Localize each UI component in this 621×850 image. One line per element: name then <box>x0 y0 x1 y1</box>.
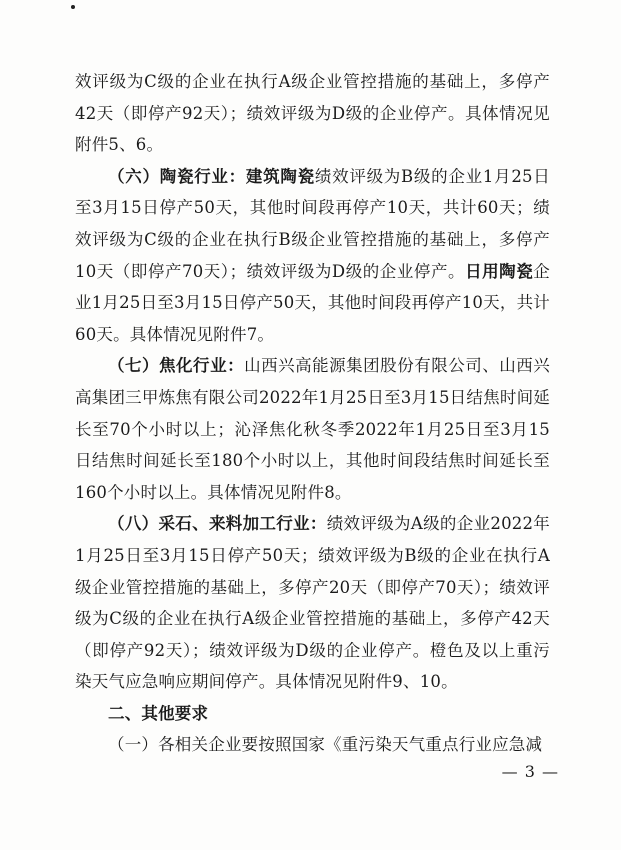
paragraph-coking <box>75 350 550 508</box>
page-number: — 3 — <box>501 762 559 781</box>
term-daily-ceramics: 日用陶瓷 <box>465 261 534 281</box>
term-building-ceramics: 建筑陶瓷 <box>245 166 315 186</box>
text-run: 绩效评级为A级的企业2022年1月25日至3月15日停产50天；绩效评级为B级的企业在执行A级企业管控措施的基础上，多停产20天（即停产70天）；绩效评级为C级的企业在执行A级企业管控措施的基础上，多停产42天（即停产92天）；绩效评级为D级的企业停产。橙色及以上重污染天气应急响应期间停产。具体情况见附件9、10。 <box>75 514 550 692</box>
paragraph-last-line: （一）各相关企业要按照国家《重污染天气重点行业应急减 <box>108 735 543 755</box>
paragraph-ceramics <box>75 161 550 351</box>
scan-speck <box>71 5 75 9</box>
section-label-ceramics: （六）陶瓷行业： <box>108 166 246 186</box>
text-run: 绩效评级为B级的企业1月25日至3月15日停产50天，其他时间段再停产10天，共计60天；绩效评级为C级的企业在执行B级企业管控措施的基础上，多停产10天（即停产70天）；绩效评级为D级的企业停产。 <box>75 166 550 281</box>
text-run: 效评级为C级的企业在执行A级企业管控措施的基础上，多停产42天（即停产92天）；绩效评级为D级的企业停产。具体情况见附件5、6。 <box>75 72 550 155</box>
paragraph-quarry <box>75 508 550 698</box>
document-body <box>75 66 550 761</box>
text-run: 山西兴高能源集团股份有限公司、山西兴高集团三甲炼焦有限公司2022年1月25日至3月15日结焦时间延长至70个小时以上；沁泽焦化秋冬季2022年1月25日至3月15日结焦时间延长至180个小时以上，其他时间段结焦时间延长至160个小时以上。具体情况见附件8。 <box>75 356 550 502</box>
section-label-coking: （七）焦化行业： <box>108 356 245 376</box>
section-heading: 二、其他要求 <box>108 703 209 723</box>
section-label-quarry: （八）采石、来料加工行业： <box>108 514 327 534</box>
paragraph-continuation <box>75 66 550 161</box>
text-run: 企业1月25日至3月15日停产50天，其他时间段再停产10天，共计60天。具体情况见附件7。 <box>75 261 550 344</box>
